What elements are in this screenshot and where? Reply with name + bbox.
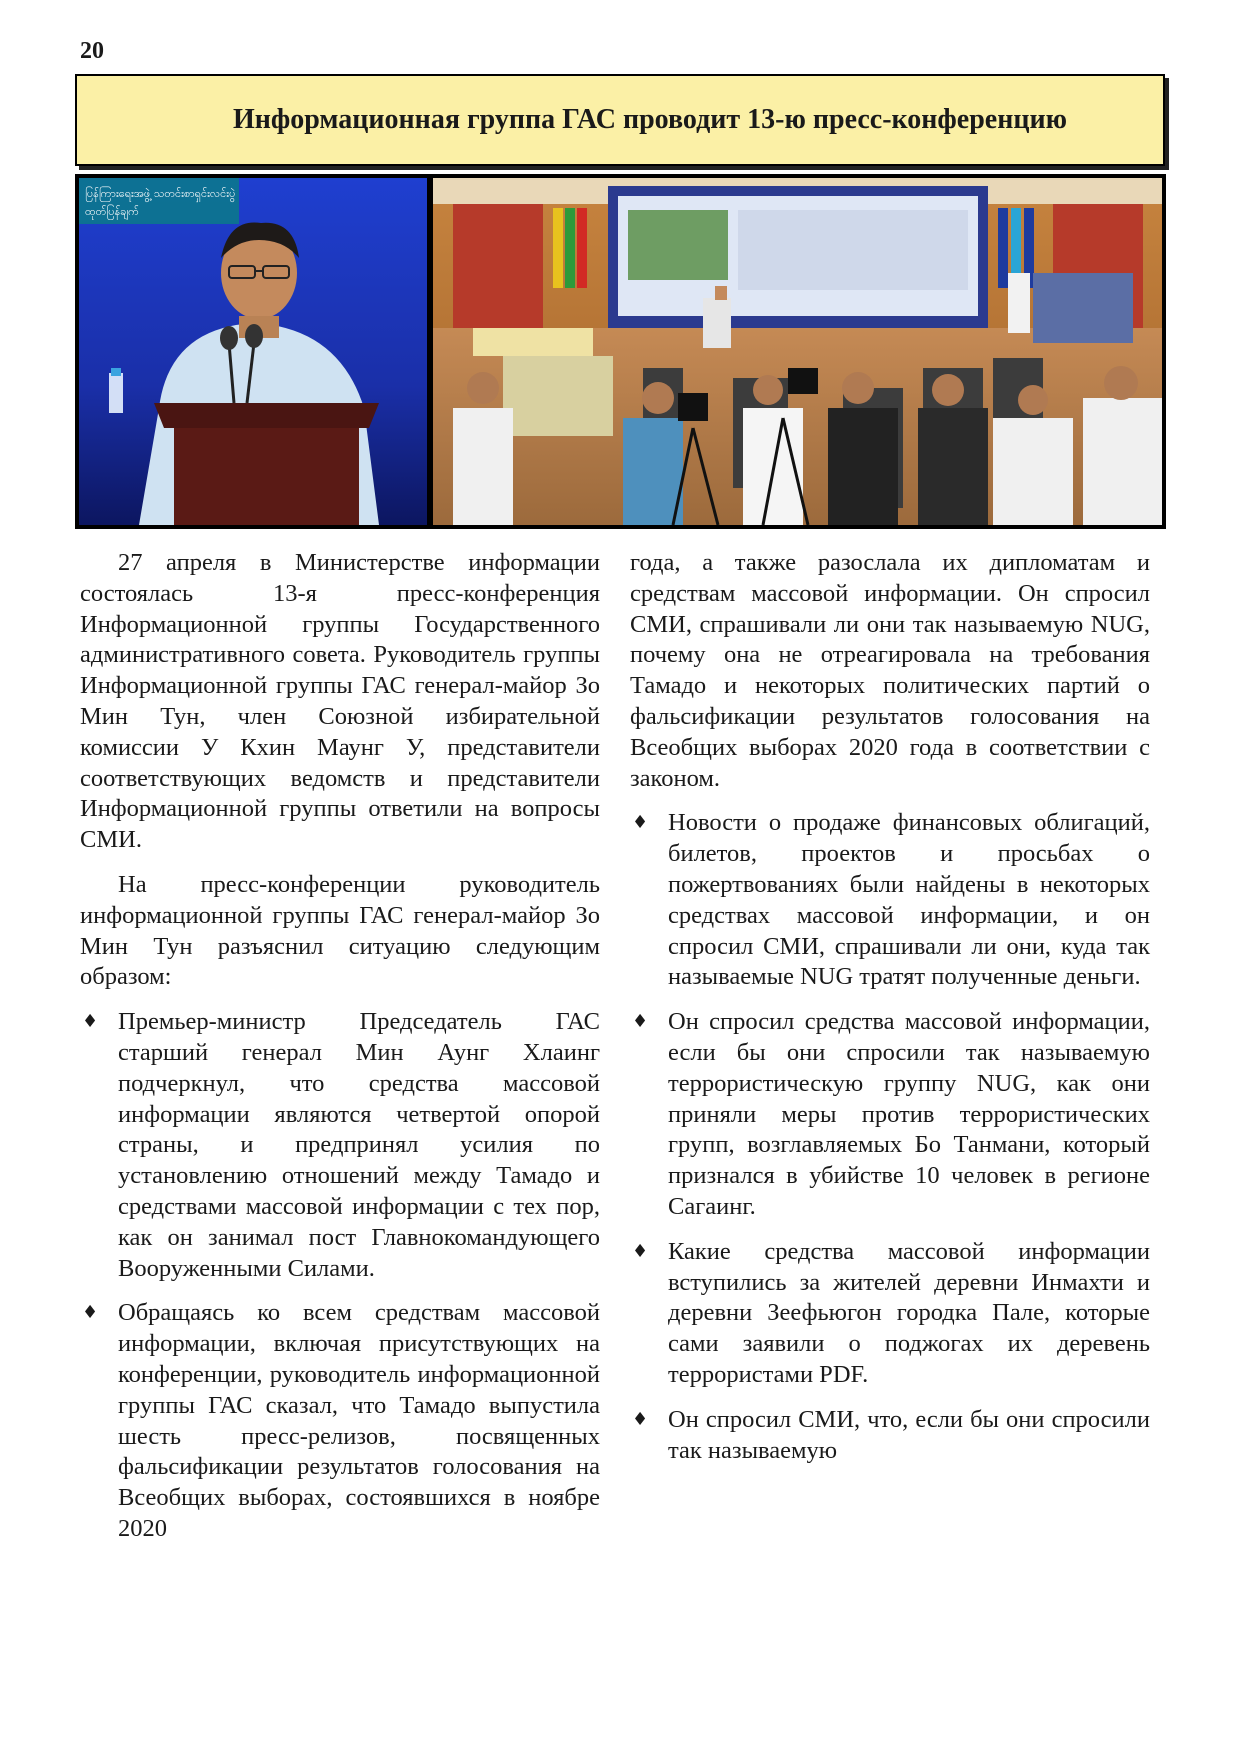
- bullet-diamond-icon: ♦: [632, 1011, 649, 1033]
- title-banner: [75, 74, 1165, 166]
- photo-caption-line-1: ပြန်ကြားရေးအဖွဲ့ သတင်းစာရှင်းလင်းပွဲ: [85, 187, 236, 200]
- bullet-text: Он спросил СМИ, что, если бы они спросили так называемую: [668, 1405, 1150, 1464]
- speaker-at-podium-photo: [79, 178, 427, 525]
- bullet-continuation: [630, 548, 1150, 794]
- page-title: Информационная группа ГАС проводит 13-ю пресс-конференцию: [232, 104, 1068, 135]
- bullet-item: [630, 1007, 1150, 1223]
- page-number: 20: [80, 38, 104, 64]
- right-column: [630, 548, 1150, 1480]
- bullet-text: Какие средства массовой информации вступились за жителей деревни Инмахти и деревни Зеефьюгон городка Пале, которые сами заявили о поджогах их деревень террористами PDF.: [668, 1237, 1150, 1388]
- explanation-paragraph: На пресс-конференции руководитель информационной группы ГАС генерал-майор Зо Мин Тун разъяснил ситуацию следующим образом:: [80, 870, 600, 991]
- bullet-item: [80, 1298, 600, 1544]
- bullet-diamond-icon: ♦: [82, 1011, 99, 1033]
- bullet-text: Новости о продаже финансовых облигаций, билетов, проектов и просьбах о пожертвованиях были найдены в некоторых средствах массовой информации, и он спросил СМИ, спрашивали ли они, куда так называемые NUG тратят полученные деньги.: [668, 809, 1150, 991]
- bullet-text: Он спросил средства массовой информации, если бы они спросили так называемую террористическую группу NUG, как они приняли меры против террористических групп, возглавляемых Бо Танмани, который признался в убийстве 10 человек в регионе Сагаинг.: [668, 1008, 1150, 1220]
- bullet-text: Обращаясь ко всем средствам массовой информации, включая присутствующих на конференции, руководитель информационной группы ГАС сказал, что Тамадо выпустила шесть пресс-релизов, посвященных фальсификации результатов голосования на Всеобщих выборах, состоявшихся в ноябре 2020: [118, 1299, 600, 1542]
- bullet-item: [630, 1237, 1150, 1391]
- continuation-text: года, а также разослала их дипломатам и средствам массовой информации. Он спросил СМИ, спрашивали ли они так называемую NUG, почему она не отреагировала на требования Тамадо и некоторых политических партий о фальсификации результатов голосования на Всеобщих выборах 2020 года в соответствии с законом.: [630, 549, 1150, 792]
- left-column: [80, 548, 600, 1559]
- conference-hall-photo: [433, 178, 1162, 525]
- bullet-item: [80, 1007, 600, 1284]
- intro-paragraph: 27 апреля в Министерстве информации состоялась 13-я пресс-конференция Информационной группы Государственного административного совета. Руководитель группы Информационной группы ГАС генерал-майор Зо Мин Тун, член Союзной избирательной комиссии У Кхин Маунг У, представители соответствующих ведомств и представители Информационной группы ответили на вопросы СМИ.: [80, 549, 600, 854]
- bullet-diamond-icon: ♦: [82, 1302, 99, 1324]
- bullet-diamond-icon: ♦: [632, 812, 649, 834]
- bullet-diamond-icon: ♦: [632, 1240, 649, 1262]
- bullet-text: Премьер-министр Председатель ГАС старший генерал Мин Аунг Хлаинг подчеркнул, что средства массовой информации являются четвертой опорой страны, и предпринял усилия по установлению отношений между Тамадо и средствами массовой информации с тех пор, как он занимал пост Главнокомандующего Вооруженными Силами.: [118, 1008, 600, 1282]
- press-conference-hall-photo: [433, 178, 1162, 525]
- photo-strip: [75, 174, 1166, 529]
- photo-caption-line-2: ထုတ်ပြန်ချက်: [85, 205, 139, 218]
- speaker-photo: [79, 178, 427, 525]
- bullet-item: [630, 1405, 1150, 1467]
- bullet-diamond-icon: ♦: [632, 1408, 649, 1430]
- bullet-item: [630, 808, 1150, 993]
